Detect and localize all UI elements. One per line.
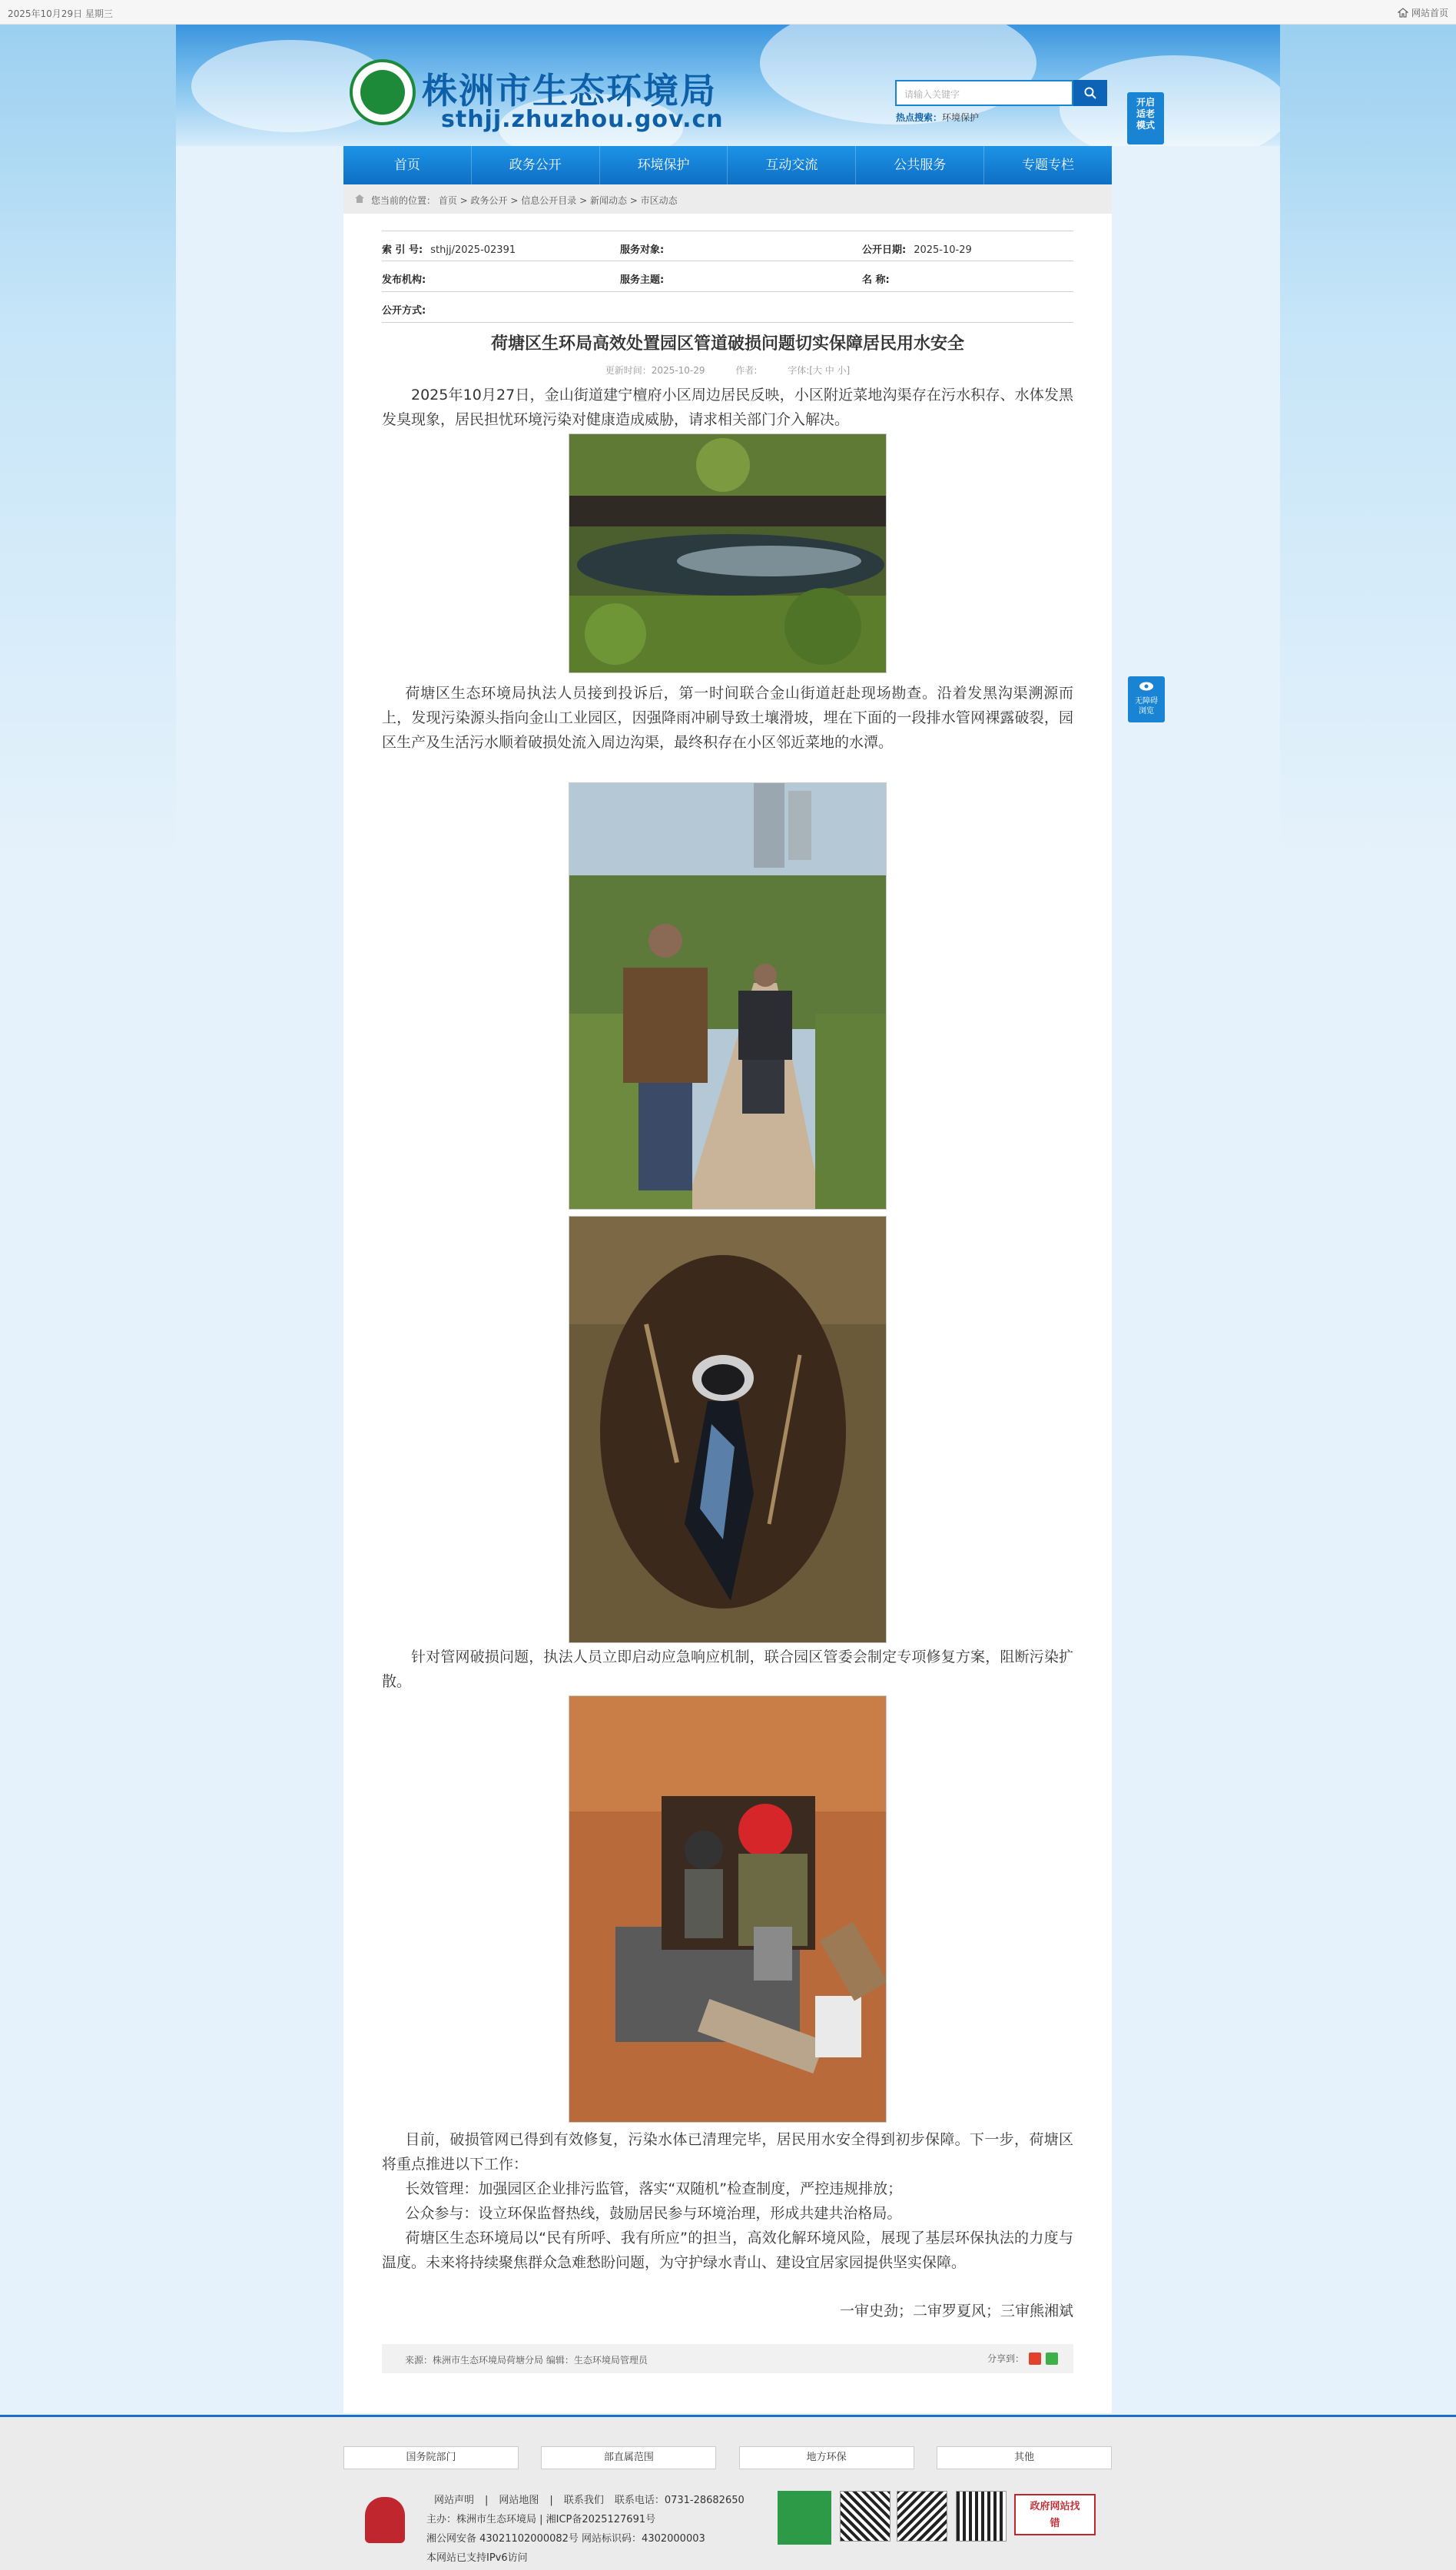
breadcrumb: 您当前的位置： 首页 > 政务公开 > 信息公开目录 > 新闻动态 > 市区动态: [343, 184, 1112, 214]
separator: |: [485, 2495, 489, 2506]
share-label: 分享到：: [987, 2353, 1024, 2364]
breadcrumb-city[interactable]: 市区动态: [640, 195, 678, 206]
weibo-share-icon[interactable]: [1029, 2353, 1041, 2365]
sky-background-left: [0, 25, 176, 870]
hot-search: [896, 111, 979, 124]
meta-date-value: 2025-10-29: [914, 244, 972, 256]
breadcrumb-catalog[interactable]: 信息公开目录: [521, 195, 577, 206]
meta-index-label: 索 引 号:: [382, 244, 423, 256]
photo-polluted-ditch: [569, 433, 887, 673]
sky-background-right: [1280, 25, 1456, 870]
footer-link-state-council[interactable]: 国务院部门: [343, 2446, 519, 2469]
footer-link-ministry[interactable]: 部直属范围: [541, 2446, 716, 2469]
eye-icon: [1139, 681, 1154, 692]
breadcrumb-gov[interactable]: 政务公开: [470, 195, 508, 206]
home-icon: [1398, 8, 1408, 18]
review-signature: 一审史劲；二审罗夏风；三审熊湘斌: [839, 2303, 1073, 2319]
qr-code: [956, 2491, 1007, 2542]
elder-mode-label: 开启适老模式: [1136, 97, 1155, 131]
article-title: 荷塘区生环局高效处置园区管道破损问题切实保障居民用水安全: [490, 334, 964, 354]
article-paragraph-3: 针对管网破损问题，执法人员立即启动应急响应机制，联合园区管委会制定专项修复方案，阻断污染扩散。: [382, 1649, 1073, 1690]
footer-info: [426, 2491, 755, 2568]
article-paragraph-2: 荷塘区生态环境局执法人员接到投诉后，第一时间联合金山街道赶赴现场勘查。沿着发黑沟渠溯源而上，发现污染源头指向金山工业园区，因强降雨冲刷导致土壤滑坡，埋在下面的一段排水管网裸露破裂，园区生产及生活污水顺着破损处流入周边沟渠，最终积存在小区邻近菜地的水潭。: [382, 685, 1073, 751]
separator: |: [549, 2495, 553, 2506]
meta-subject-label: 服务主题:: [620, 274, 665, 286]
qr-code: [897, 2491, 947, 2542]
logo-emblem[interactable]: [350, 59, 416, 125]
nav-special-topics[interactable]: 专题专栏: [1022, 158, 1075, 173]
meta-name-label: 名 称:: [862, 274, 890, 286]
nav-public-service[interactable]: 公共服务: [856, 146, 984, 184]
nav-interaction[interactable]: 互动交流: [728, 146, 856, 184]
footer: [0, 2415, 1456, 2570]
footer-link-local-env[interactable]: 地方环保: [739, 2446, 914, 2469]
wechat-share-icon[interactable]: [1046, 2353, 1058, 2365]
gov-badge-label: 政府网站找错: [1030, 2501, 1080, 2529]
footer-host: 主办：株洲市生态环境局 | 湘ICP备2025127691号: [426, 2514, 656, 2525]
nav-gov-affairs[interactable]: 政务公开: [472, 146, 600, 184]
article-subline: [382, 364, 1073, 377]
nav-home[interactable]: 首页: [343, 146, 472, 184]
article-paragraph-6: 公众参与：设立环保监督热线，鼓励居民参与环境治理，形成共建共治格局。: [405, 2205, 902, 2222]
footer-statement[interactable]: 网站声明: [434, 2495, 475, 2506]
home-icon: [354, 194, 365, 204]
meta-target-label: 服务对象:: [620, 244, 665, 256]
footer-ipv6: 本网站已支持IPv6访问: [426, 2552, 528, 2564]
main-nav: [343, 146, 1112, 184]
share-bar: [382, 2344, 1073, 2373]
accessibility-button[interactable]: [1128, 676, 1165, 722]
search-input[interactable]: 请输入关键字: [895, 80, 1073, 106]
gov-site-error-report[interactable]: [1014, 2494, 1096, 2535]
article-paragraph-1: 2025年10月27日，金山街道建宁檀府小区周边居民反映，小区附近菜地沟渠存在污水积存、水体发黑发臭现象，居民担忧环境污染对健康造成威胁，请求相关部门介入解决。: [382, 387, 1073, 428]
font-size-control[interactable]: 字体:[大 中 小]: [788, 365, 851, 376]
qr-code: [840, 2491, 891, 2542]
site-title[interactable]: 株洲市生态环境局: [422, 70, 717, 111]
search-icon: [1083, 86, 1097, 100]
party-gov-badge[interactable]: [365, 2497, 405, 2543]
article-paragraph-4: 目前，破损管网已得到有效修复，污染水体已清理完毕，居民用水安全得到初步保障。下一步，荷塘区将重点推进以下工作：: [382, 2131, 1073, 2173]
header-banner: [176, 25, 1280, 146]
home-link-label: 网站首页: [1411, 8, 1448, 18]
current-date: 2025年10月29日 星期三: [8, 8, 113, 19]
meta-index-value: sthjj/2025-02391: [430, 244, 516, 256]
content-panel: [343, 184, 1112, 2413]
article-updated: 更新时间：2025-10-29: [605, 365, 705, 376]
search-button[interactable]: [1073, 80, 1107, 106]
photo-broken-pipe: [569, 1216, 887, 1643]
elder-mode-button[interactable]: [1127, 92, 1164, 144]
article-paragraph-5: 长效管理：加强园区企业排污监管，落实“双随机”检查制度，严控违规排放；: [405, 2180, 903, 2197]
footer-link-other[interactable]: 其他: [937, 2446, 1112, 2469]
footer-phone: 联系电话：0731-28682650: [614, 2495, 745, 2506]
breadcrumb-home[interactable]: 首页: [438, 195, 457, 206]
footer-sitemap[interactable]: 网站地图: [499, 2495, 539, 2506]
article-paragraph-7: 荷塘区生态环境局以“民有所呼、我有所应”的担当，高效化解环境风险，展现了基层环保执法的力度与温度。未来将持续聚焦群众急难愁盼问题，为守护绿水青山、建设宜居家园提供坚实保障。: [382, 2230, 1073, 2271]
article-author: 作者:: [735, 365, 758, 376]
wechat-account-logo[interactable]: [778, 2491, 831, 2545]
photo-inspection-walk: [569, 782, 887, 1210]
photo-pipe-repair: [569, 1695, 887, 2123]
hot-search-term[interactable]: 环境保护: [942, 112, 980, 123]
footer-contact[interactable]: 联系我们: [563, 2495, 604, 2506]
meta-date-label: 公开日期:: [862, 244, 907, 256]
hot-search-label: 热点搜索：: [896, 112, 943, 123]
footer-links: [343, 2446, 1112, 2469]
top-bar: [0, 0, 1456, 25]
footer-police-record: 湘公网安备 43021102000082号 网站标识码：4302000003: [426, 2533, 705, 2545]
accessibility-label: 无障碍浏览: [1135, 697, 1158, 716]
meta-mode-label: 公开方式:: [382, 305, 426, 317]
meta-org-label: 发布机构:: [382, 274, 426, 286]
metadata-table: [382, 231, 1073, 323]
breadcrumb-news[interactable]: 新闻动态: [589, 195, 627, 206]
share-group: [987, 2352, 1058, 2365]
home-link[interactable]: [1398, 6, 1448, 19]
article-source: 来源：株洲市生态环境局荷塘分局 编辑：生态环境局管理员: [405, 2355, 648, 2366]
site-domain: sthjj.zhuzhou.gov.cn: [441, 106, 724, 133]
nav-env-protection[interactable]: 环境保护: [600, 146, 728, 184]
breadcrumb-prefix: 您当前的位置：: [371, 195, 436, 206]
